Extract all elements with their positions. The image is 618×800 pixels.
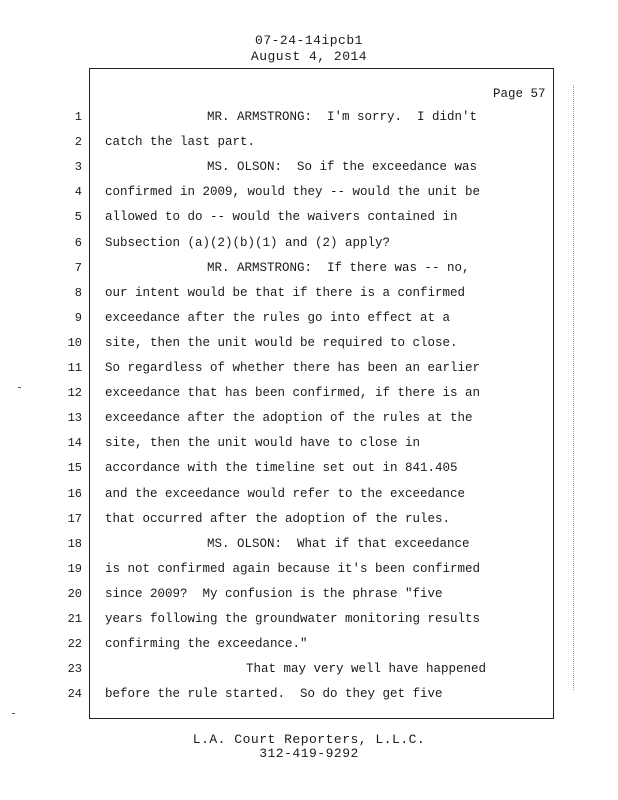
line-number: 3: [74, 160, 82, 175]
line-number: 20: [67, 586, 82, 601]
document-id: 07-24-14ipcb1: [255, 33, 363, 48]
transcript-line: So regardless of whether there has been an earlier: [105, 361, 481, 375]
line-number: 16: [67, 486, 82, 501]
line-number: 18: [67, 536, 82, 551]
margin-dotted-line: [573, 85, 574, 690]
transcript-line: confirmed in 2009, would they -- would the unit be: [105, 185, 481, 200]
transcript-line: site, then the unit would have to close in: [105, 436, 421, 451]
line-number: 12: [67, 386, 82, 401]
line-number: 2: [74, 135, 82, 150]
line-number: 17: [67, 511, 82, 526]
line-number: 1: [74, 110, 82, 124]
line-number: 7: [74, 260, 82, 275]
transcript-line: and the exceedance would refer to the exceedance: [105, 486, 466, 501]
line-number: 14: [67, 436, 82, 451]
line-number: 4: [74, 185, 82, 200]
transcript-line: exceedance that has been confirmed, if there is an: [105, 386, 481, 401]
transcript-line: catch the last part.: [105, 135, 256, 150]
transcript-line: exceedance after the adoption of the rules at the: [105, 411, 473, 426]
line-number: 21: [67, 612, 82, 626]
transcript-line: that occurred after the adoption of the rules.: [105, 511, 451, 526]
line-number: 19: [67, 561, 82, 576]
line-number: 13: [67, 411, 82, 426]
line-number: 24: [67, 687, 82, 702]
transcript-line: MR. ARMSTRONG: I'm sorry. I didn't: [207, 110, 478, 124]
transcript-line: exceedance after the rules go into effect at a: [105, 310, 451, 325]
transcript-line: since 2009? My confusion is the phrase "five: [105, 586, 443, 601]
line-number: 11: [67, 361, 82, 375]
court-reporter-name: L.A. Court Reporters, L.L.C.: [192, 732, 426, 747]
transcript-line: site, then the unit would be required to close.: [105, 335, 458, 350]
transcript-line: MS. OLSON: So if the exceedance was: [207, 160, 478, 175]
scan-speck: [18, 387, 21, 388]
page-number: Page 57: [493, 87, 546, 101]
document-date: August 4, 2014: [250, 49, 368, 64]
transcript-line: MS. OLSON: What if that exceedance: [207, 536, 470, 551]
transcript-line: Subsection (a)(2)(b)(1) and (2) apply?: [105, 235, 391, 250]
line-number: 23: [67, 662, 82, 677]
transcript-line: MR. ARMSTRONG: If there was -- no,: [207, 260, 470, 275]
transcript-line: accordance with the timeline set out in 841.405: [105, 461, 458, 476]
line-number: 15: [67, 461, 82, 476]
scan-speck: [12, 713, 15, 714]
line-number: 22: [67, 637, 82, 652]
transcript-line: allowed to do -- would the waivers contained in: [105, 210, 458, 225]
transcript-line: confirming the exceedance.": [105, 637, 308, 652]
transcript-line: That may very well have happened: [246, 662, 487, 677]
transcript-line: our intent would be that if there is a confirmed: [105, 285, 466, 300]
line-number: 6: [74, 235, 82, 250]
line-number: 5: [74, 210, 82, 225]
transcript-line: is not confirmed again because it's been confirmed: [105, 561, 481, 576]
line-number: 8: [74, 285, 82, 300]
court-reporter-phone: 312-419-9292: [259, 746, 359, 761]
transcript-line: before the rule started. So do they get five: [105, 687, 443, 702]
line-number: 10: [67, 335, 82, 350]
line-number: 9: [74, 310, 82, 325]
transcript-line: years following the groundwater monitoring results: [105, 612, 481, 626]
